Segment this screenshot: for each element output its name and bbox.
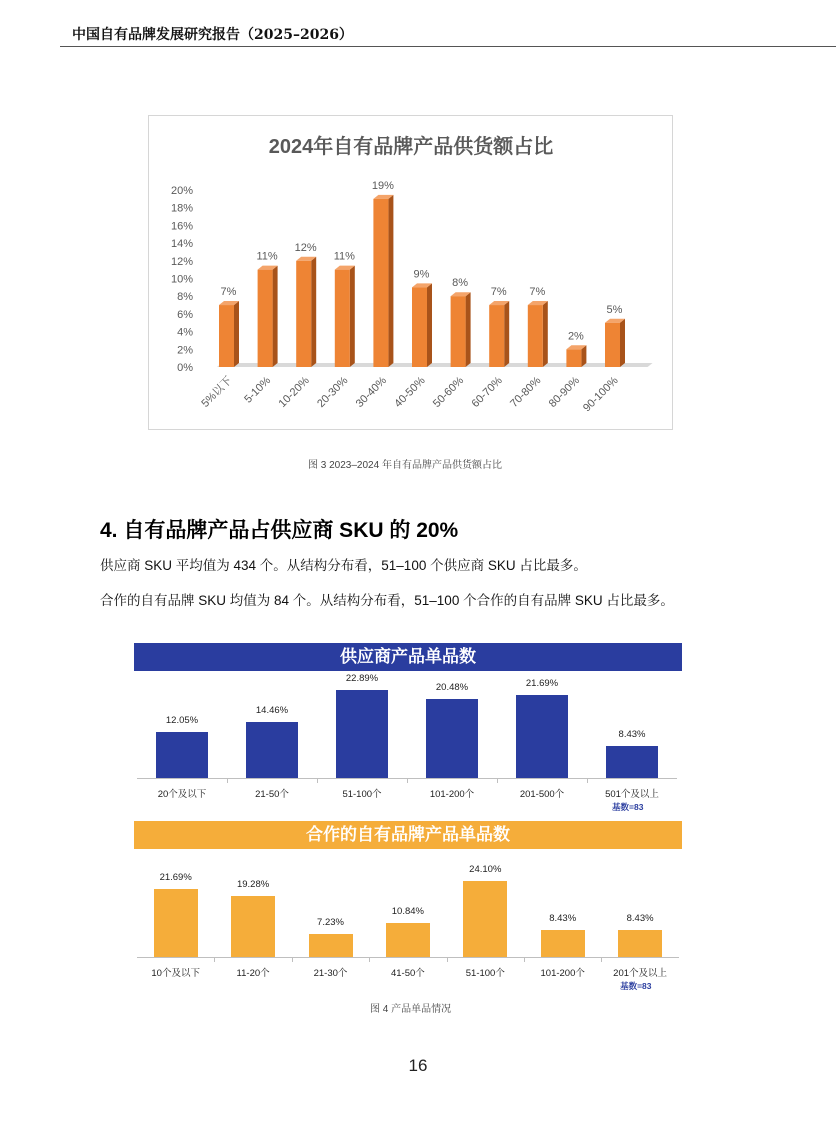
bar (386, 923, 430, 957)
bar-side (504, 301, 509, 367)
bar (605, 323, 620, 367)
axis-tick (601, 957, 602, 962)
supplier-sku-chart-title: 供应商产品单品数 (134, 643, 682, 671)
bar (373, 199, 388, 367)
value-label: 24.10% (469, 864, 502, 875)
axis-tick (447, 957, 448, 962)
y-tick-label: 6% (177, 308, 193, 321)
value-label: 2% (567, 330, 584, 343)
x-tick-label: 5%以下 (199, 374, 235, 410)
axis-tick (407, 778, 408, 783)
bar (606, 746, 658, 778)
value-label: 8.43% (626, 913, 654, 925)
bar (412, 287, 427, 367)
bar (296, 261, 311, 367)
bar (489, 305, 504, 367)
value-label: 20.48% (435, 682, 469, 694)
x-tick-label: 80-90% (546, 374, 583, 410)
y-tick-label: 20% (170, 185, 193, 197)
x-tick-label: 20-30% (315, 374, 351, 410)
bar-side (620, 319, 625, 367)
bar-side (388, 195, 393, 367)
y-tick-label: 10% (170, 273, 193, 286)
x-tick-label: 10-20% (276, 374, 312, 410)
value-label: 21.69% (159, 871, 192, 883)
x-tick-label: 201-500个 (519, 789, 565, 800)
bar (154, 889, 198, 957)
bar-side (311, 257, 316, 367)
y-tick-label: 16% (170, 220, 193, 233)
x-tick-label: 51-100个 (342, 789, 382, 800)
header-rule (60, 46, 836, 47)
x-tick-label: 20个及以下 (157, 789, 207, 800)
axis-tick (214, 957, 215, 962)
base-note: 基数=83 (620, 981, 652, 991)
bar (156, 732, 208, 778)
supply-share-chart-svg (149, 116, 674, 431)
y-tick-label: 18% (170, 202, 193, 215)
bar (618, 930, 662, 957)
bar (528, 305, 543, 367)
axis-tick (292, 957, 293, 962)
chart-floor (217, 363, 653, 367)
value-label: 9% (413, 268, 430, 281)
paragraph-1: 供应商 SKU 平均值为 434 个。从结构分布看，51–100 个供应商 SKU 占比最多。 (100, 558, 587, 573)
axis-line (137, 957, 679, 958)
value-label: 11% (256, 250, 278, 263)
value-label: 7% (529, 286, 546, 299)
value-label: 11% (333, 250, 355, 263)
value-label: 8.43% (618, 728, 646, 740)
bar (463, 881, 507, 957)
running-header: 中国自有品牌发展研究报告（2025–2026） (72, 27, 353, 43)
bar (219, 305, 234, 367)
x-tick-label: 201个及以上 (613, 968, 668, 979)
bar (541, 930, 585, 957)
x-tick-label: 50-60% (430, 374, 467, 410)
y-tick-label: 14% (170, 238, 193, 251)
bar (231, 896, 275, 957)
x-tick-label: 101-200个 (540, 968, 585, 979)
axis-tick (369, 957, 370, 962)
x-tick-label: 90-100% (580, 374, 621, 415)
chart-title: 2024年自有品牌产品供货额占比 (268, 136, 554, 158)
y-tick-label: 8% (177, 291, 193, 304)
section-heading: 4. 自有品牌产品占供应商 SKU 的 20% (100, 519, 459, 542)
bar (516, 695, 568, 778)
bar-side (350, 266, 355, 367)
x-tick-label: 21-50个 (255, 789, 289, 800)
value-label: 19.28% (236, 879, 270, 891)
bar-side (543, 301, 548, 367)
x-tick-label: 51-100个 (465, 968, 505, 979)
bar-side (273, 266, 278, 367)
own-brand-sku-chart-title: 合作的自有品牌产品单品数 (134, 821, 682, 849)
axis-tick (497, 778, 498, 783)
y-tick-label: 0% (177, 362, 193, 374)
bar-side (427, 283, 432, 367)
figure-4-caption: 图 4 产品单品情况 (370, 1004, 452, 1015)
x-tick-label: 30-40% (353, 374, 390, 410)
value-label: 7.23% (317, 917, 344, 929)
bar-side (234, 301, 239, 367)
value-label: 5% (606, 303, 623, 316)
bar (566, 349, 581, 367)
value-label: 14.46% (255, 705, 289, 717)
x-tick-label: 101-200个 (429, 789, 475, 800)
value-label: 8.43% (549, 913, 577, 925)
axis-tick (587, 778, 588, 783)
value-label: 10.84% (391, 905, 424, 917)
value-label: 21.69% (525, 677, 559, 689)
x-tick-label: 11-20个 (236, 968, 270, 979)
value-label: 12.05% (165, 714, 199, 726)
x-tick-label: 501个及以上 (605, 789, 659, 800)
value-label: 12% (294, 241, 317, 254)
value-label: 7% (490, 286, 507, 299)
x-tick-label: 21-30个 (313, 968, 348, 979)
bar (246, 722, 298, 778)
x-tick-label: 41-50个 (390, 968, 425, 979)
value-label: 8% (452, 277, 469, 290)
bar (309, 934, 353, 957)
x-tick-label: 60-70% (469, 374, 505, 410)
x-tick-label: 5-10% (242, 374, 274, 406)
value-label: 19% (371, 179, 394, 192)
value-label: 22.89% (345, 673, 379, 684)
x-tick-label: 70-80% (508, 374, 544, 410)
axis-tick (227, 778, 228, 783)
bar (336, 690, 388, 778)
supply-share-chart (148, 115, 673, 430)
bar (258, 270, 273, 367)
bar (451, 296, 466, 367)
y-tick-label: 12% (170, 255, 193, 268)
x-tick-label: 10个及以下 (151, 968, 200, 979)
figure-3-caption: 图 3 2023–2024 年自有品牌产品供货额占比 (308, 460, 502, 471)
y-tick-label: 2% (177, 344, 193, 357)
paragraph-2: 合作的自有品牌 SKU 均值为 84 个。从结构分布看，51–100 个合作的自有品牌 SKU 占比最多。 (100, 593, 674, 608)
page-number: 16 (408, 1056, 428, 1075)
axis-tick (317, 778, 318, 783)
x-tick-label: 40-50% (392, 374, 428, 410)
bar-side (466, 292, 471, 367)
bar (426, 699, 478, 778)
axis-tick (524, 957, 525, 962)
value-label: 7% (220, 286, 237, 299)
bar (335, 270, 350, 367)
base-note: 基数=83 (612, 802, 644, 812)
y-tick-label: 4% (177, 326, 193, 339)
